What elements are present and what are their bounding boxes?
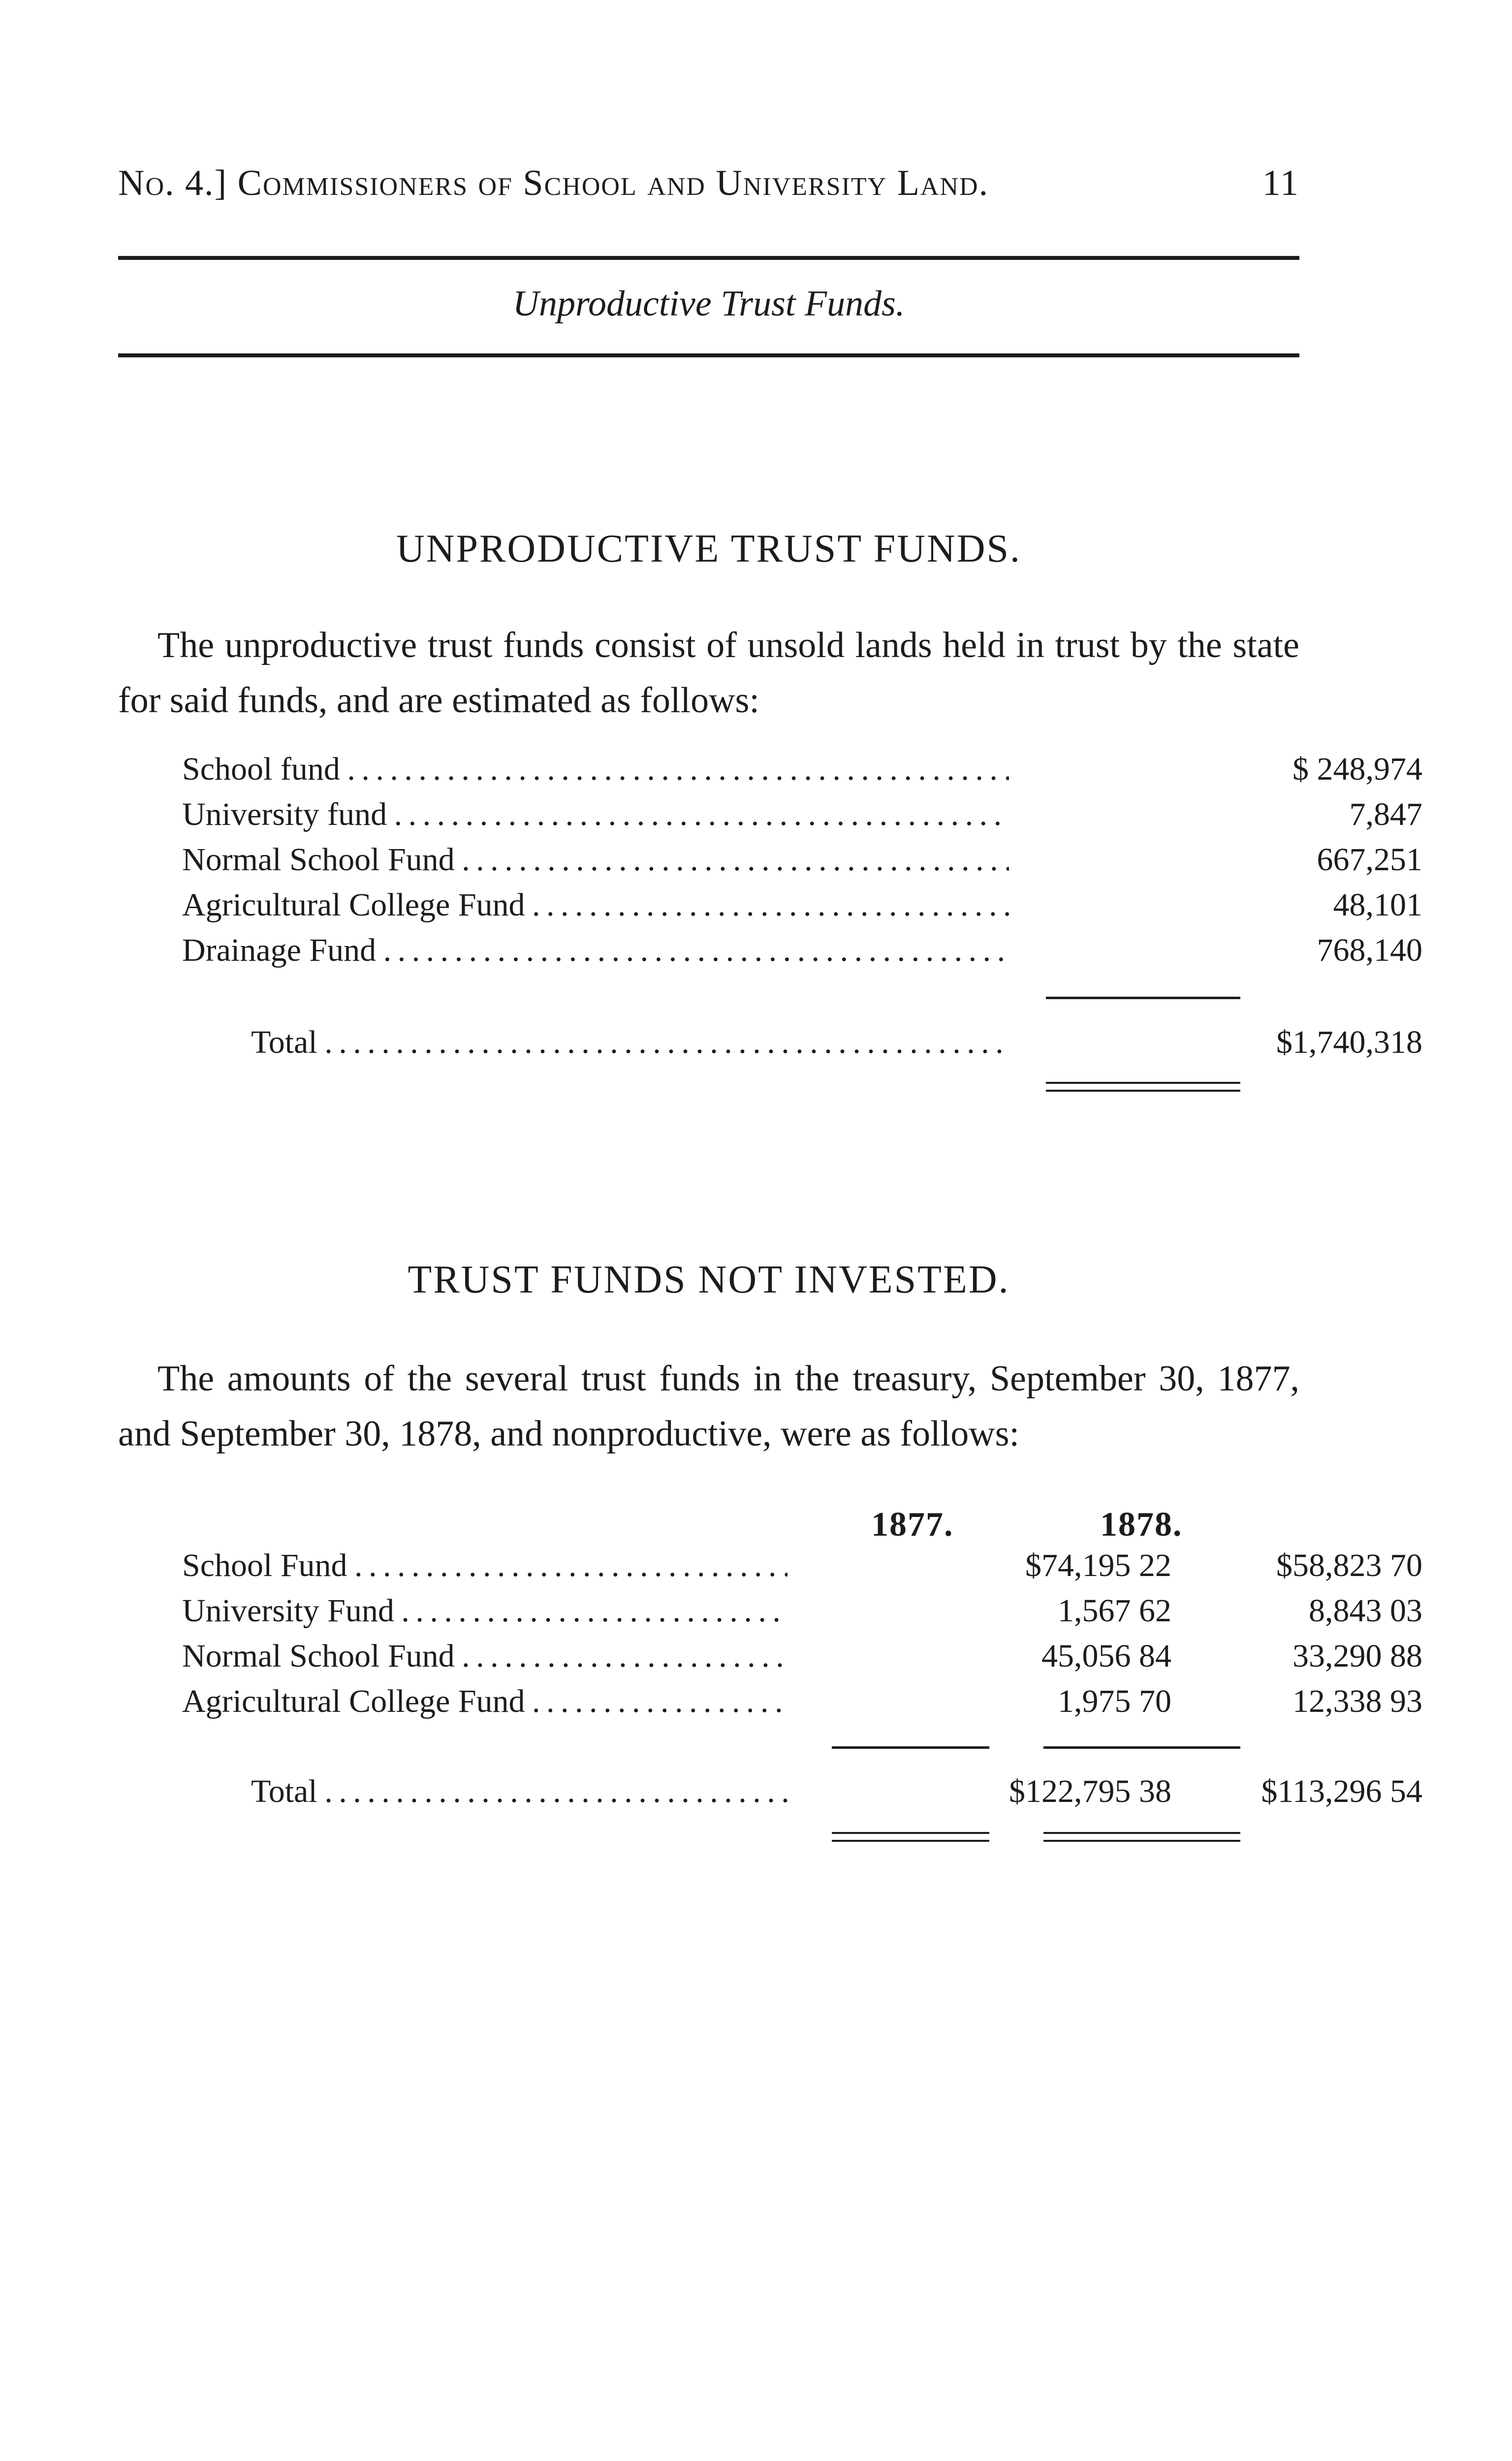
page-subtitle: Unproductive Trust Funds.	[512, 284, 905, 324]
sum-rule	[1046, 997, 1240, 999]
double-rule-1878-top	[1043, 1832, 1240, 1834]
row-label: Agricultural College Fund . . .	[182, 1683, 788, 1720]
section-intro-unproductive: The unproductive trust funds consist of unsold lands held in trust by the state for said funds, and are estimated as follows:	[118, 625, 1299, 721]
double-rule-bottom	[1046, 1090, 1240, 1092]
row-label: Agricultural College Fund . . .	[182, 886, 1009, 924]
row-label: Normal School Fund . . .	[182, 1638, 788, 1675]
row-value-1878: 12,338 93	[1292, 1683, 1422, 1719]
sum-rule-1878	[1043, 1746, 1240, 1749]
row-value-1877: 45,056 84	[1041, 1638, 1171, 1674]
row-value-1878: $58,823 70	[1276, 1547, 1422, 1583]
row-value-1877: $74,195 22	[1025, 1547, 1171, 1583]
row-value-1877: 1,975 70	[1058, 1683, 1171, 1719]
section-intro-not-invested: The amounts of the several trust funds in the treasury, September 30, 1877, and September 30, 1878, and nonproductive, were as follows:	[118, 1358, 1299, 1454]
row-value: $ 248,974	[1292, 751, 1422, 787]
double-rule-1878-bottom	[1043, 1840, 1240, 1842]
row-value-1877: 1,567 62	[1058, 1593, 1171, 1629]
double-rule-1877-top	[832, 1832, 989, 1834]
double-rule-top	[1046, 1082, 1240, 1084]
column-header-1878: 1878.	[1100, 1506, 1183, 1544]
row-label: School fund . . .	[182, 751, 1009, 788]
total-value-1877: $122,795 38	[1009, 1773, 1171, 1809]
total-value-1878: $113,296 54	[1261, 1773, 1422, 1809]
row-label: Normal School Fund . . .	[182, 841, 1009, 879]
row-value: 48,101	[1333, 887, 1422, 923]
double-rule-1877-bottom	[832, 1840, 989, 1842]
column-header-1877: 1877.	[871, 1506, 954, 1544]
row-value-1878: 8,843 03	[1309, 1593, 1422, 1629]
page-number: 11	[1262, 163, 1299, 203]
row-label: University fund . . .	[182, 796, 1009, 833]
sum-rule-1877	[832, 1746, 989, 1749]
row-value: 7,847	[1349, 796, 1422, 832]
header-rule-top	[118, 256, 1299, 260]
row-label: School Fund . . .	[182, 1547, 788, 1584]
section-title-not-invested: TRUST FUNDS NOT INVESTED.	[408, 1258, 1010, 1301]
total-label: Total . . .	[251, 1773, 788, 1810]
row-value: 768,140	[1317, 932, 1422, 968]
row-value-1878: 33,290 88	[1292, 1638, 1422, 1674]
row-value: 667,251	[1317, 842, 1422, 878]
running-header	[118, 162, 1299, 204]
row-label: Drainage Fund . . .	[182, 932, 1009, 969]
running-header-title: No. 4.] Commissioners of School and University Land.	[118, 163, 989, 203]
total-label: Total . . .	[251, 1024, 1009, 1061]
total-value: $1,740,318	[1276, 1024, 1422, 1060]
header-rule-bottom	[118, 353, 1299, 357]
row-label: University Fund . . .	[182, 1592, 788, 1630]
section-title-unproductive: UNPRODUCTIVE TRUST FUNDS.	[396, 527, 1021, 570]
